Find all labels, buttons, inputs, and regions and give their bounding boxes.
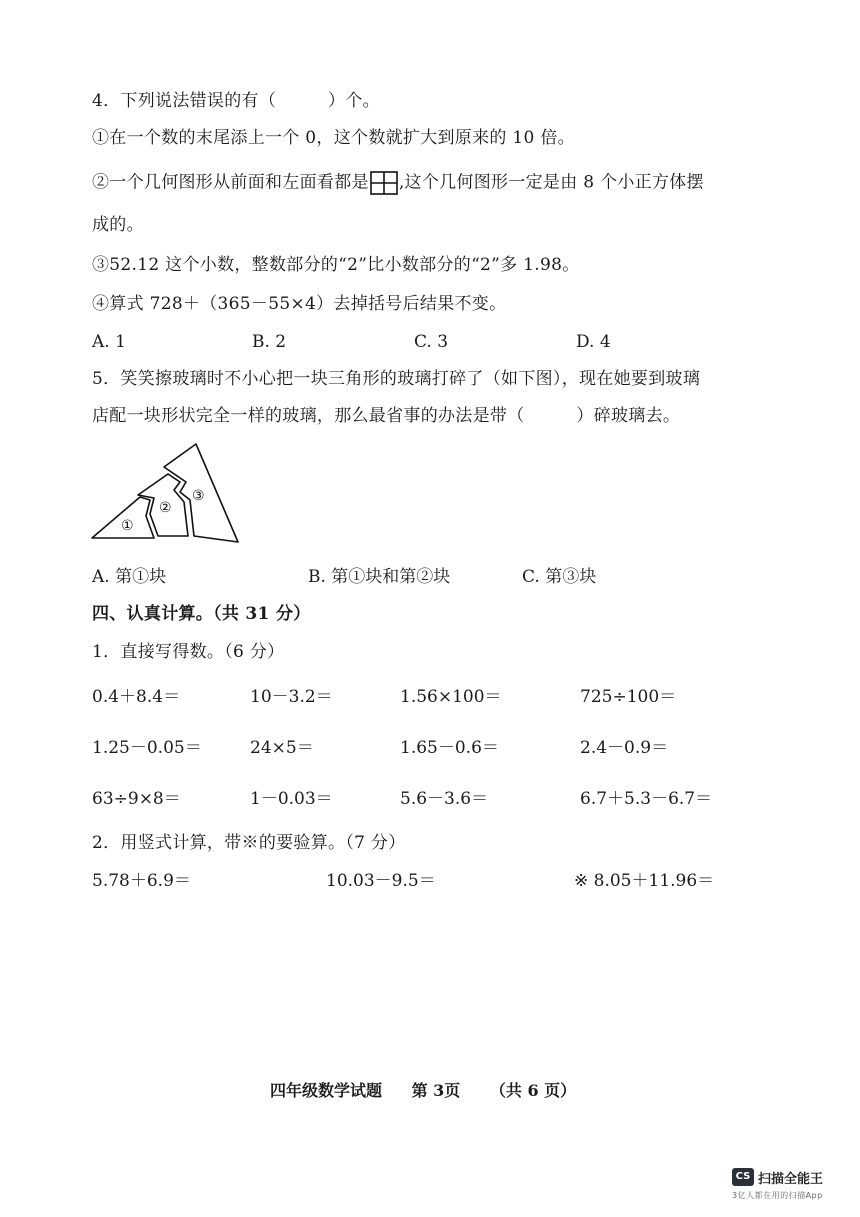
q5-stem-2: 店配一块形状完全一样的玻璃，那么最省事的办法是带（ ）碎玻璃去。: [92, 406, 681, 426]
q4-statement-2-pre: ②一个几何图形从前面和左面看都是: [92, 172, 369, 193]
calc-3-2: 1－0.03＝: [250, 789, 333, 809]
scanner-watermark: [732, 1168, 842, 1208]
q4-option-d: D. 4: [576, 332, 611, 352]
footer-page: 第 3页: [411, 1081, 461, 1100]
calc-1-3: 1.56×100＝: [400, 687, 502, 707]
q4-statement-2: [92, 170, 704, 196]
calc-1-4: 725÷100＝: [580, 687, 677, 707]
calc-1-2: 10－3.2＝: [250, 687, 333, 707]
calc-3-3: 5.6－3.6＝: [400, 789, 489, 809]
calc-2-4: 2.4－0.9＝: [580, 738, 669, 758]
section-4-sub-2: 2．用竖式计算，带※的要验算。（7 分）: [92, 833, 406, 853]
footer-subject: 四年级数学试题: [270, 1081, 383, 1100]
q4-option-c: C. 3: [414, 332, 449, 352]
q4-statement-3: ③52.12 这个小数，整数部分的“2”比小数部分的“2”多 1.98。: [92, 255, 580, 275]
q5-option-c: C. 第③块: [522, 567, 597, 587]
q5-stem-1: 5．笑笑擦玻璃时不小心把一块三角形的玻璃打碎了（如下图），现在她要到玻璃: [92, 369, 701, 389]
q4-statement-2-cont: 成的。: [92, 215, 144, 235]
calc-2-3: 1.65－0.6＝: [400, 738, 499, 758]
piece-label-2: ②: [159, 500, 172, 516]
section-4-sub-1: 1．直接写得数。（6 分）: [92, 642, 285, 662]
calc-3-1: 63÷9×8＝: [92, 789, 181, 809]
four-square-grid-icon: [369, 170, 399, 196]
q4-stem: 4．下列说法错误的有（ ）个。: [92, 91, 380, 111]
q5-option-b: B. 第①块和第②块: [308, 567, 451, 587]
cs-logo-icon: CS: [732, 1168, 754, 1186]
footer-total: （共 6 页）: [489, 1081, 577, 1100]
calc-2-2: 24×5＝: [250, 738, 314, 758]
q5-option-a: A. 第①块: [92, 567, 167, 587]
brand-name: 扫描全能王: [758, 1172, 824, 1187]
broken-glass-figure: [88, 440, 248, 548]
calc-1-1: 0.4＋8.4＝: [92, 687, 181, 707]
page-footer: [270, 1078, 600, 1101]
piece-label-1: ①: [121, 518, 134, 534]
q4-statement-1: ①在一个数的末尾添上一个 0，这个数就扩大到原来的 10 倍。: [92, 128, 575, 148]
q4-option-b: B. 2: [252, 332, 287, 352]
section-4-title: 四、认真计算。（共 31 分）: [92, 604, 311, 624]
vertical-calc-1: 5.78＋6.9＝: [92, 871, 191, 891]
q4-statement-4: ④算式 728＋（365－55×4）去掉括号后结果不变。: [92, 294, 507, 314]
calc-2-1: 1.25－0.05＝: [92, 738, 202, 758]
piece-label-3: ③: [192, 488, 205, 504]
q4-option-a: A. 1: [92, 332, 126, 352]
calc-3-4: 6.7＋5.3－6.7＝: [580, 789, 713, 809]
vertical-calc-2: 10.03－9.5＝: [326, 871, 436, 891]
brand-subtitle: 3亿人都在用的扫描App: [732, 1191, 823, 1200]
q4-statement-2-post: ,这个几何图形一定是由 8 个小正方体摆: [398, 172, 704, 193]
vertical-calc-3: ※ 8.05＋11.96＝: [574, 871, 715, 891]
